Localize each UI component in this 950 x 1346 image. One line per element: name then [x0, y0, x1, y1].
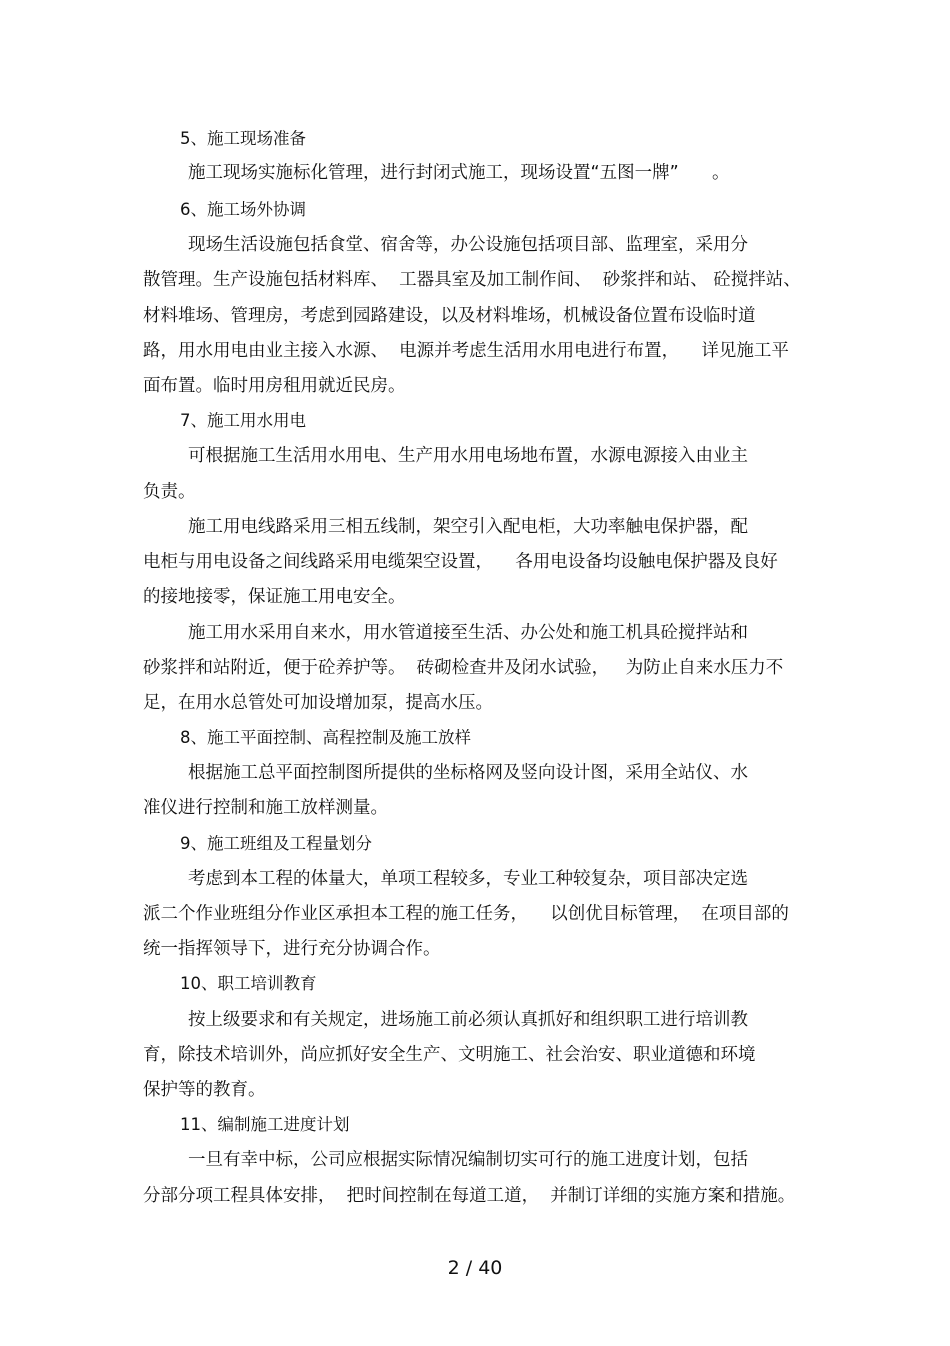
- paragraph-line: 砂浆拌和站附近，便于砼养护等。 砖砌检查井及闭水试验， 为防止自来水压力不: [143, 658, 784, 678]
- paragraph-line: 统一指挥领导下，进行充分协调合作。: [143, 939, 441, 959]
- paragraph-line: 准仪进行控制和施工放样测量。: [143, 798, 388, 818]
- page-number: 2 / 40: [447, 1257, 503, 1279]
- paragraph-line: 施工用水采用自来水，用水管道接至生活、办公处和施工机具砼搅拌站和: [188, 623, 748, 643]
- paragraph-line: 施工现场实施标化管理，进行封闭式施工，现场设置“五图一牌” 。: [188, 163, 730, 183]
- paragraph-line: 可根据施工生活用水用电、生产用水用电场地布置，水源电源接入由业主: [188, 446, 748, 466]
- section-heading-10: 10、职工培训教育: [180, 974, 317, 993]
- paragraph-line: 一旦有幸中标，公司应根据实际情况编制切实可行的施工进度计划，包括: [188, 1150, 748, 1170]
- paragraph-line: 分部分项工程具体安排， 把时间控制在每道工道， 并制订详细的实施方案和措施。: [143, 1186, 796, 1206]
- paragraph-line: 散管理。生产设施包括材料库、 工器具室及加工制作间、 砂浆拌和站、 砼搅拌站、: [143, 270, 801, 290]
- paragraph-line: 足，在用水总管处可加设增加泵，提高水压。: [143, 693, 493, 713]
- paragraph-line: 的接地接零，保证施工用电安全。: [143, 587, 406, 607]
- section-heading-11: 11、编制施工进度计划: [180, 1115, 350, 1134]
- paragraph-line: 派二个作业班组分作业区承担本工程的施工任务， 以创优目标管理， 在项目部的: [143, 904, 789, 924]
- section-heading-7: 7、施工用水用电: [180, 411, 306, 430]
- paragraph-line: 面布置。临时用房租用就近民房。: [143, 376, 406, 396]
- section-heading-6: 6、施工场外协调: [180, 200, 306, 219]
- paragraph-line: 根据施工总平面控制图所提供的坐标格网及竖向设计图，采用全站仪、水: [188, 763, 748, 783]
- paragraph-line: 现场生活设施包括食堂、宿舍等，办公设施包括项目部、监理室，采用分: [188, 235, 748, 255]
- section-heading-8: 8、施工平面控制、高程控制及施工放样: [180, 728, 471, 747]
- paragraph-line: 按上级要求和有关规定，进场施工前必须认真抓好和组织职工进行培训教: [188, 1010, 748, 1030]
- paragraph-line: 考虑到本工程的体量大，单项工程较多，专业工种较复杂，项目部决定选: [188, 869, 748, 889]
- paragraph-line: 育，除技术培训外，尚应抓好安全生产、文明施工、社会治安、职业道德和环境: [143, 1045, 756, 1065]
- paragraph-line: 材料堆场、管理房，考虑到园路建设，以及材料堆场，机械设备位置布设临时道: [143, 306, 756, 326]
- paragraph-line: 负责。: [143, 482, 196, 502]
- section-heading-5: 5、施工现场准备: [180, 129, 306, 148]
- paragraph-line: 电柜与用电设备之间线路采用电缆架空设置， 各用电设备均设触电保护器及良好: [143, 552, 778, 572]
- paragraph-line: 路，用水用电由业主接入水源、 电源并考虑生活用水用电进行布置， 详见施工平: [143, 341, 789, 361]
- section-heading-9: 9、施工班组及工程量划分: [180, 834, 372, 853]
- paragraph-line: 保护等的教育。: [143, 1080, 266, 1100]
- paragraph-line: 施工用电线路采用三相五线制，架空引入配电柜，大功率触电保护器，配: [188, 517, 748, 537]
